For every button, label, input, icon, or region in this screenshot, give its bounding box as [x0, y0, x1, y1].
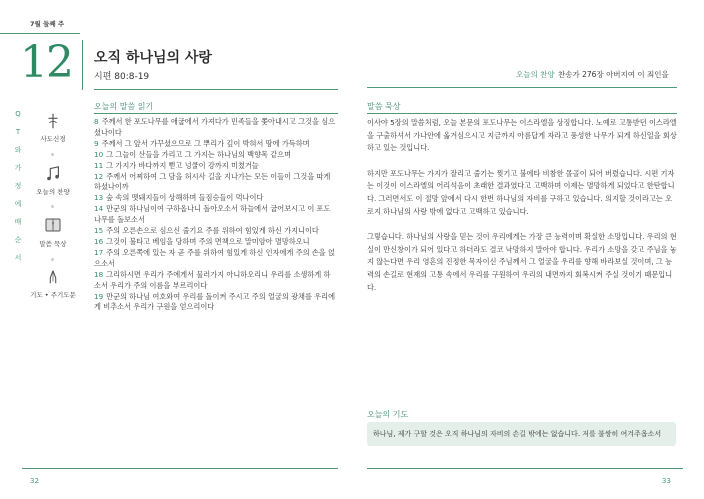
step-label: 기도 • 주기도문 [30, 291, 76, 299]
verse-text: 그 가지가 바다까지 뻗고 넝쿨이 강까지 미쳤거늘 [106, 160, 259, 170]
prayer-heading: 오늘의 기도 [367, 410, 409, 419]
step-label: 오늘의 찬양 [36, 188, 70, 196]
title-rule [94, 89, 338, 90]
reading-rule [94, 113, 338, 114]
hymn-label: 오늘의 찬양 [516, 70, 555, 79]
prayer-box [367, 422, 676, 446]
page-title: 오직 하나님의 사랑 [94, 50, 212, 66]
verse-number: 19 [94, 291, 104, 301]
reading-heading: 오늘의 말씀 읽기 [94, 102, 154, 111]
verse-number: 11 [94, 160, 104, 170]
meditation-paragraph: 하지만 포도나무는 가지가 잘리고 줄기는 찢기고 불에타 비참한 몰골이 되어 버렸습니다. 시편 기자는 이것이 이스라엘의 어리석음이 초래한 결과였다고 고백하며 이제는 멸망하게 되었다고 한탄합니다. 그러면서도 이 절망 앞에서 다시 한번 하나님의 자비를 구하고 있습니다. 의지할 것이라고는 오로지 하나님의 사랑 밖에 없다고 고백하고 있습니다. [367, 168, 675, 216]
verse-text: 주의 오른손으로 심으신 줄기요 주를 위하여 힘있게 하신 가지니이다 [106, 226, 319, 236]
verse-text: 주께서 한 포도나무를 애굽에서 가져다가 민족들을 쫓아내시고 그것을 심으셨나이다 [94, 117, 336, 137]
day-number: 12 [20, 37, 72, 88]
meditation-paragraph: 이사야 5장의 말씀처럼, 오늘 본문의 포도나무는 이스라엘을 상징합니다. 노예로 고통받던 이스라엘을 구출하셔서 가나안에 옮겨심으시고 지금까지 아름답게 자라고 풍성한 나무가 되게 하신일을 회상하고 있는 것입니다. [367, 118, 677, 153]
footer-rule-left [22, 468, 338, 469]
verse [94, 193, 336, 204]
verse [94, 150, 336, 161]
verse-text: 주께서 어찌하여 그 담을 허시사 길을 지나가는 모든 이들이 그것을 따게 하셨나이까 [94, 171, 331, 192]
verse-number: 17 [94, 247, 104, 257]
verse-number: 8 [94, 117, 99, 126]
step-meditation [28, 215, 78, 248]
step-separator-dot [51, 205, 54, 208]
praying-hands-icon [44, 268, 62, 286]
header-divider [82, 40, 83, 90]
verse-number: 16 [94, 236, 104, 246]
verse-text: 그리하시면 우리가 주에게서 물러가지 아니하오리니 우리를 소생하게 하소서 우리가 주의 이름을 부르리이다 [94, 269, 331, 290]
hymn-rule [367, 87, 677, 88]
verse [94, 139, 336, 150]
verse-text: 숲 속의 멧돼지들이 상해하며 들짐승들이 먹나이다 [106, 193, 264, 203]
page-number-left: 32 [30, 477, 39, 485]
verse-list [94, 117, 336, 313]
verse [94, 237, 336, 248]
step-label: 말씀 묵상 [39, 240, 67, 248]
step-prayer [28, 268, 78, 299]
qt-vertical-text: Q T 와 가 정 예 배 순 서 [14, 110, 22, 262]
verse-number: 10 [94, 149, 104, 159]
verse-text: 만군의 하나님 여호와여 우리를 돌이켜 주시고 주의 얼굴의 광채를 우리에게 비추소서 우리가 구원을 얻으리이다 [94, 291, 336, 312]
meditation-paragraph: 그렇습니다. 하나님의 사랑을 믿는 것이 우리에게는 가장 큰 능력이며 확실한 소망입니다. 우리의 현실이 만신창이가 되어 있다고 하더라도 결코 낙망하지 말아야 합니다. 우리가 소망을 갖고 주님을 놓지 않는다면 우리 영혼의 진정한 목자이신 주님께서 그 얼굴을 우리를 향해 바라보실 것이며, 그 능력의 손길로 현재의 고통 속에서 우리를 구원하여 우리의 내면까지 회복시켜 주실 것이기 때문입니다. [367, 232, 677, 292]
verse [94, 270, 336, 292]
verse-text: 만군의 하나님이여 구하옵나니 돌아오소서 하늘에서 굽어보시고 이 포도나무를 돌보소서 [94, 204, 331, 225]
footer-rule-right [367, 468, 683, 469]
bible-icon [43, 215, 63, 235]
verse-number: 14 [94, 204, 104, 214]
verse-number: 18 [94, 269, 104, 279]
step-separator-dot [51, 153, 54, 156]
step-separator-dot [51, 258, 54, 261]
verse [94, 117, 336, 139]
meditation-rule [367, 113, 677, 114]
verse-text: 그것이 불타고 베임을 당하며 주의 면책으로 말미암아 멸망하오니 [106, 236, 310, 246]
step-hymn [28, 165, 78, 196]
verse-number: 13 [94, 193, 104, 203]
verse [94, 248, 336, 270]
verse-number: 15 [94, 226, 104, 236]
prayer-text: 하나님, 제가 구할 것은 오직 하나님의 자비의 손길 밖에는 없습니다. 저를 불쌍히 여겨주옵소서 [373, 430, 662, 438]
verse-text: 그 그늘이 산들을 가리고 그 가지는 하나님의 백향목 같으며 [106, 149, 292, 159]
verse-number: 9 [94, 138, 99, 148]
header-rule [0, 33, 80, 34]
hymn-text: 찬송가 276장 아버지여 이 죄인을 [558, 70, 669, 79]
step-label: 사도신경 [40, 135, 66, 143]
qt-vertical-label [13, 110, 23, 263]
music-note-icon [44, 165, 62, 183]
meditation-body [367, 117, 677, 307]
week-label: 7월 둘째 주 [30, 20, 65, 28]
verse-text: 주의 오른쪽에 있는 자 곧 주를 위하여 힘있게 하신 인자에게 주의 손을 얹으소서 [94, 247, 335, 268]
verse-number: 12 [94, 171, 104, 181]
scripture-reference: 시편 80:8-19 [94, 72, 150, 82]
verse [94, 172, 336, 194]
page-number-right: 33 [662, 477, 671, 485]
verse [94, 161, 336, 172]
verse-text: 주께서 그 앞서 가꾸셨으므로 그 뿌리가 깊이 박혀서 땅에 가득하며 [101, 138, 310, 148]
verse [94, 204, 336, 226]
meditation-heading: 말씀 묵상 [367, 102, 401, 111]
cross-icon [44, 112, 62, 130]
verse [94, 292, 336, 314]
verse [94, 226, 336, 237]
step-apostles-creed [28, 112, 78, 143]
